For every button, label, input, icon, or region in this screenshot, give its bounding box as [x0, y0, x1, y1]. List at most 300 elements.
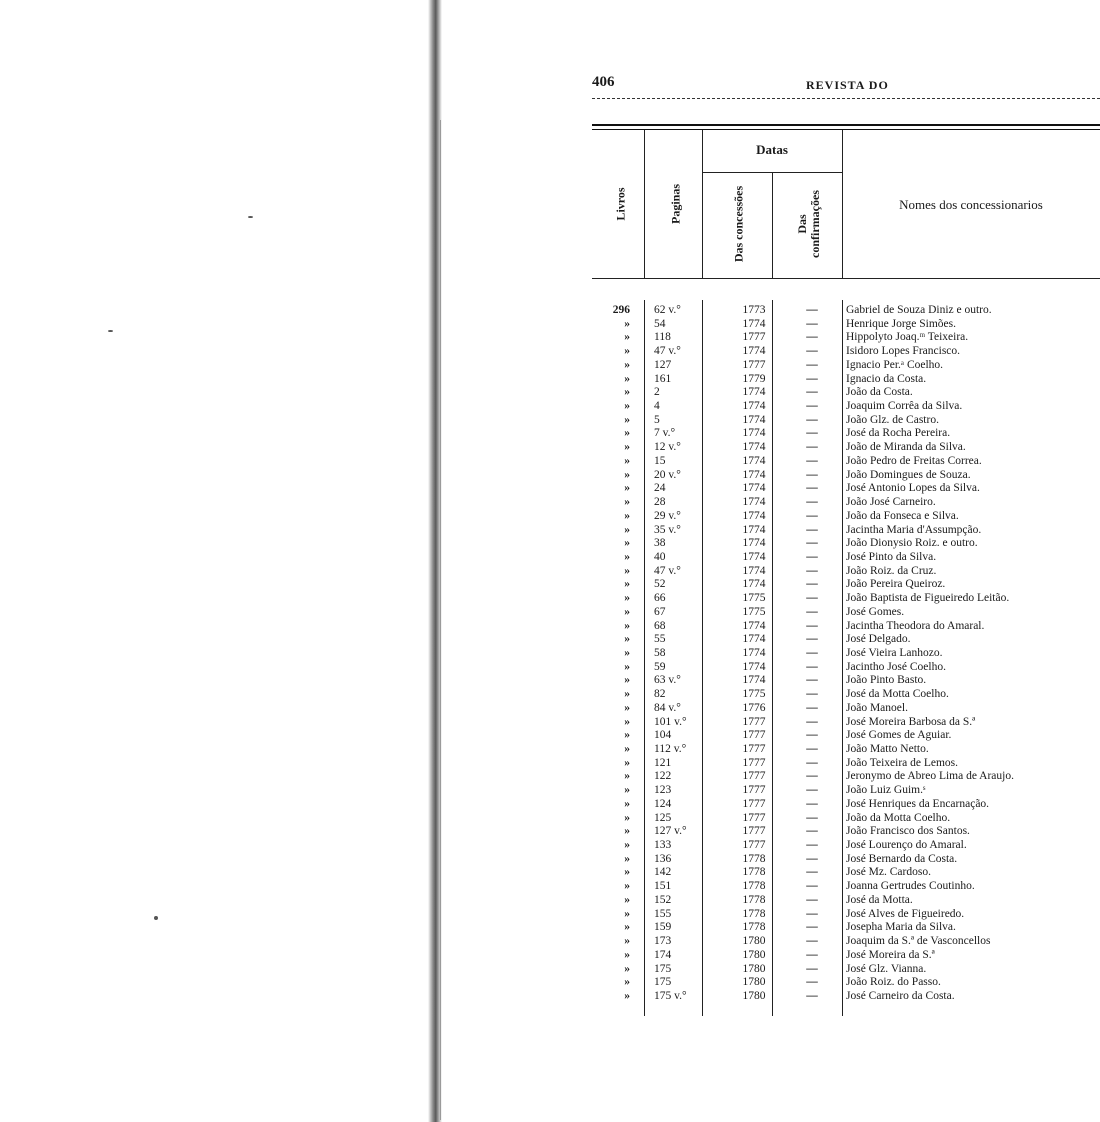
cell-nome: José Vieira Lanhozo.	[846, 646, 943, 659]
cell-livro: »	[624, 646, 630, 659]
cell-nome: Joaquim da S.ª de Vasconcellos	[846, 935, 991, 948]
cell-concessao: 1774	[742, 578, 766, 591]
cell-confirmacao: —	[806, 784, 818, 797]
cell-livro: 296	[612, 304, 630, 316]
cell-livro: »	[624, 729, 630, 742]
cell-livro: »	[624, 825, 630, 838]
table-row	[592, 592, 1100, 606]
cell-nome: João José Carneiro.	[846, 496, 936, 509]
cell-confirmacao: —	[806, 921, 818, 934]
table-row	[592, 510, 1100, 524]
cell-pagina: 174	[654, 948, 672, 961]
cell-confirmacao: —	[806, 646, 818, 659]
cell-concessao: 1777	[742, 358, 766, 371]
running-head: REVISTA DO	[806, 78, 889, 92]
cell-concessao: 1780	[742, 989, 766, 1002]
cell-confirmacao: —	[806, 948, 818, 961]
table-row	[592, 770, 1100, 784]
cell-nome: João Domingues de Souza.	[846, 468, 971, 481]
cell-confirmacao: —	[806, 317, 818, 330]
cell-pagina: 104	[654, 729, 672, 742]
cell-pagina: 38	[654, 537, 666, 550]
cell-concessao: 1774	[742, 550, 766, 563]
cell-nome: José da Motta Coelho.	[846, 688, 949, 701]
cell-pagina: 161	[654, 372, 672, 385]
cell-confirmacao: —	[806, 304, 818, 316]
cell-livro: »	[624, 784, 630, 797]
cell-concessao: 1780	[742, 976, 766, 989]
table-row	[592, 578, 1100, 592]
cell-pagina: 68	[654, 619, 666, 632]
cell-pagina: 4	[654, 400, 660, 413]
table-row	[592, 990, 1100, 1004]
table-row	[592, 674, 1100, 688]
cell-concessao: 1774	[742, 619, 766, 632]
table-row	[592, 880, 1100, 894]
cell-pagina: 59	[654, 660, 666, 673]
cell-concessao: 1777	[742, 756, 766, 769]
cell-nome: João de Miranda da Silva.	[846, 441, 966, 454]
cell-livro: »	[624, 454, 630, 467]
cell-pagina: 152	[654, 893, 672, 906]
table-row	[592, 963, 1100, 977]
cell-pagina: 5	[654, 413, 660, 426]
cell-confirmacao: —	[806, 482, 818, 495]
cell-confirmacao: —	[806, 605, 818, 618]
cell-livro: »	[624, 701, 630, 714]
cell-livro: »	[624, 331, 630, 344]
cell-nome: Jacintha Maria d'Assumpção.	[846, 523, 982, 536]
cell-confirmacao: —	[806, 962, 818, 975]
cell-concessao: 1780	[742, 962, 766, 975]
cell-pagina: 136	[654, 852, 672, 865]
cell-pagina: 159	[654, 921, 672, 934]
cell-nome: José Pinto da Silva.	[846, 550, 937, 563]
cell-concessao: 1777	[742, 770, 766, 783]
cell-concessao: 1774	[742, 509, 766, 522]
cell-livro: »	[624, 852, 630, 865]
scan-speck	[108, 330, 113, 332]
table-row	[592, 976, 1100, 990]
table-row	[592, 647, 1100, 661]
cell-concessao: 1775	[742, 592, 766, 605]
cell-pagina: 82	[654, 688, 666, 701]
cell-concessao: 1773	[742, 304, 766, 316]
cell-nome: João Dionysio Roiz. e outro.	[846, 537, 978, 550]
cell-confirmacao: —	[806, 386, 818, 399]
table-row	[592, 633, 1100, 647]
cell-confirmacao: —	[806, 564, 818, 577]
cell-pagina: 63 v.°	[654, 674, 681, 687]
cell-concessao: 1774	[742, 386, 766, 399]
cell-concessao: 1777	[742, 331, 766, 344]
cell-confirmacao: —	[806, 839, 818, 852]
cell-livro: »	[624, 688, 630, 701]
cell-pagina: 127	[654, 358, 672, 371]
cell-nome: João Matto Netto.	[846, 743, 929, 755]
cell-livro: »	[624, 537, 630, 550]
cell-nome: José Gomes de Aguiar.	[846, 729, 952, 742]
cell-pagina: 175	[654, 962, 672, 975]
cell-nome: Josepha Maria da Silva.	[846, 921, 956, 934]
cell-concessao: 1778	[742, 866, 766, 879]
cell-confirmacao: —	[806, 345, 818, 358]
table-top-rule	[592, 124, 1100, 126]
table-row	[592, 331, 1100, 345]
table-row	[592, 921, 1100, 935]
cell-pagina: 112 v.°	[654, 743, 687, 755]
cell-concessao: 1777	[742, 729, 766, 742]
cell-concessao: 1775	[742, 688, 766, 701]
cell-confirmacao: —	[806, 852, 818, 865]
cell-nome: José da Motta.	[846, 893, 913, 906]
cell-concessao: 1777	[742, 825, 766, 838]
cell-livro: »	[624, 317, 630, 330]
cell-concessao: 1774	[742, 317, 766, 330]
cell-livro: »	[624, 770, 630, 783]
cell-concessao: 1774	[742, 482, 766, 495]
table-row	[592, 688, 1100, 702]
cell-pagina: 124	[654, 797, 672, 810]
cell-confirmacao: —	[806, 331, 818, 344]
cell-pagina: 127 v.°	[654, 825, 687, 838]
cell-confirmacao: —	[806, 413, 818, 426]
table-row	[592, 661, 1100, 675]
cell-confirmacao: —	[806, 893, 818, 906]
cell-confirmacao: —	[806, 578, 818, 591]
cell-livro: »	[624, 880, 630, 893]
table-row	[592, 894, 1100, 908]
table-row	[592, 345, 1100, 359]
cell-concessao: 1775	[742, 605, 766, 618]
cell-nome: José Glz. Vianna.	[846, 962, 927, 975]
cell-confirmacao: —	[806, 427, 818, 440]
table-row	[592, 400, 1100, 414]
cell-nome: João da Motta Coelho.	[846, 811, 951, 824]
cell-confirmacao: —	[806, 523, 818, 536]
cell-nome: João da Fonseca e Silva.	[846, 509, 959, 522]
cell-pagina: 54	[654, 317, 666, 330]
cell-nome: João Francisco dos Santos.	[846, 825, 970, 838]
table-row	[592, 441, 1100, 455]
column-header-datas: Datas	[756, 142, 788, 157]
cell-livro: »	[624, 948, 630, 961]
cell-nome: João Baptista de Figueiredo Leitão.	[846, 592, 1010, 605]
cell-concessao: 1777	[742, 715, 766, 728]
cell-pagina: 12 v.°	[654, 441, 681, 454]
cell-pagina: 35 v.°	[654, 523, 681, 536]
cell-confirmacao: —	[806, 496, 818, 509]
cell-concessao: 1774	[742, 674, 766, 687]
cell-livro: »	[624, 633, 630, 646]
table-row	[592, 757, 1100, 771]
cell-nome: João Glz. de Castro.	[846, 413, 939, 426]
cell-nome: José Moreira Barbosa da S.ª	[846, 715, 976, 728]
cell-nome: José Lourenço do Amaral.	[846, 839, 967, 852]
cell-concessao: 1774	[742, 646, 766, 659]
cell-nome: Jacintho José Coelho.	[846, 660, 946, 673]
cell-confirmacao: —	[806, 633, 818, 646]
cell-confirmacao: —	[806, 537, 818, 550]
cell-pagina: 123	[654, 784, 672, 797]
cell-pagina: 47 v.°	[654, 564, 681, 577]
table-body	[592, 304, 1100, 1004]
datas-group-rule	[702, 172, 842, 173]
cell-confirmacao: —	[806, 811, 818, 824]
cell-pagina: 151	[654, 880, 672, 893]
cell-nome: Jacintha Theodora do Amaral.	[846, 619, 985, 632]
table-row	[592, 812, 1100, 826]
cell-nome: José Henriques da Encarnação.	[846, 797, 990, 810]
cell-confirmacao: —	[806, 400, 818, 413]
cell-concessao: 1777	[742, 743, 766, 755]
cell-nome: José Moreira da S.ª	[846, 948, 935, 961]
gutter-edge-line	[440, 120, 441, 1120]
cell-concessao: 1778	[742, 852, 766, 865]
cell-livro: »	[624, 715, 630, 728]
cell-livro: »	[624, 427, 630, 440]
cell-concessao: 1778	[742, 921, 766, 934]
cell-pagina: 62 v.°	[654, 304, 681, 316]
table-row	[592, 853, 1100, 867]
cell-nome: José Delgado.	[846, 633, 911, 646]
cell-concessao: 1777	[742, 811, 766, 824]
table-row	[592, 729, 1100, 743]
cell-nome: José Carneiro da Costa.	[846, 989, 955, 1002]
cell-livro: »	[624, 413, 630, 426]
scan-speck	[248, 216, 253, 218]
column-header-confirmacoes: Das confirmações	[795, 190, 822, 258]
cell-concessao: 1778	[742, 893, 766, 906]
cell-confirmacao: —	[806, 674, 818, 687]
table-row	[592, 565, 1100, 579]
column-header-livros: Livros	[613, 187, 628, 221]
cell-nome: João Pinto Basto.	[846, 674, 927, 687]
cell-pagina: 55	[654, 633, 666, 646]
cell-concessao: 1774	[742, 427, 766, 440]
table-row	[592, 798, 1100, 812]
cell-pagina: 125	[654, 811, 672, 824]
cell-nome: João Manoel.	[846, 701, 908, 714]
cell-confirmacao: —	[806, 454, 818, 467]
cell-concessao: 1777	[742, 797, 766, 810]
cell-confirmacao: —	[806, 509, 818, 522]
cell-confirmacao: —	[806, 866, 818, 879]
cell-pagina: 173	[654, 935, 672, 948]
cell-pagina: 121	[654, 756, 672, 769]
column-header-paginas: Paginas	[668, 183, 683, 225]
cell-livro: »	[624, 441, 630, 454]
cell-confirmacao: —	[806, 701, 818, 714]
cell-livro: »	[624, 564, 630, 577]
cell-nome: Ignacio da Costa.	[846, 372, 927, 385]
cell-pagina: 133	[654, 839, 672, 852]
cell-confirmacao: —	[806, 550, 818, 563]
cell-confirmacao: —	[806, 825, 818, 838]
cell-concessao: 1776	[742, 701, 766, 714]
table-row	[592, 866, 1100, 880]
cell-pagina: 175 v.°	[654, 989, 687, 1002]
cell-confirmacao: —	[806, 989, 818, 1002]
cell-confirmacao: —	[806, 976, 818, 989]
cell-confirmacao: —	[806, 770, 818, 783]
cell-nome: Gabriel de Souza Diniz e outro.	[846, 304, 992, 316]
cell-concessao: 1778	[742, 907, 766, 920]
table-row	[592, 455, 1100, 469]
cell-confirmacao: —	[806, 907, 818, 920]
cell-concessao: 1774	[742, 345, 766, 358]
cell-confirmacao: —	[806, 441, 818, 454]
cell-confirmacao: —	[806, 729, 818, 742]
cell-pagina: 142	[654, 866, 672, 879]
cell-livro: »	[624, 674, 630, 687]
cell-livro: »	[624, 839, 630, 852]
cell-livro: »	[624, 619, 630, 632]
cell-pagina: 29 v.°	[654, 509, 681, 522]
cell-livro: »	[624, 989, 630, 1002]
table-top-rule-thin	[592, 129, 1100, 130]
cell-livro: »	[624, 660, 630, 673]
table-row	[592, 482, 1100, 496]
cell-pagina: 24	[654, 482, 666, 495]
table-row	[592, 427, 1100, 441]
table-row	[592, 935, 1100, 949]
cell-nome: José Bernardo da Costa.	[846, 852, 958, 865]
cell-livro: »	[624, 550, 630, 563]
cell-concessao: 1774	[742, 441, 766, 454]
column-divider	[772, 172, 773, 278]
cell-pagina: 84 v.°	[654, 701, 681, 714]
cell-concessao: 1774	[742, 660, 766, 673]
cell-nome: Jeronymo de Abreo Lima de Araujo.	[846, 770, 1014, 783]
cell-livro: »	[624, 400, 630, 413]
cell-pagina: 7 v.°	[654, 427, 676, 440]
cell-confirmacao: —	[806, 592, 818, 605]
cell-nome: João Luiz Guim.ˢ	[846, 784, 926, 797]
cell-confirmacao: —	[806, 797, 818, 810]
table-row	[592, 716, 1100, 730]
table-row	[592, 702, 1100, 716]
cell-nome: Joaquim Corrêa da Silva.	[846, 400, 963, 413]
cell-pagina: 58	[654, 646, 666, 659]
cell-confirmacao: —	[806, 358, 818, 371]
cell-nome: Hippolyto Joaq.ᵐ Teixeira.	[846, 331, 969, 344]
cell-livro: »	[624, 496, 630, 509]
cell-concessao: 1774	[742, 413, 766, 426]
cell-nome: José Alves de Figueiredo.	[846, 907, 965, 920]
document-page	[592, 0, 1100, 1122]
table-row	[592, 908, 1100, 922]
cell-livro: »	[624, 743, 630, 755]
cell-pagina: 47 v.°	[654, 345, 681, 358]
column-header-nomes: Nomes dos concessionarios	[899, 197, 1043, 212]
cell-confirmacao: —	[806, 756, 818, 769]
cell-livro: »	[624, 811, 630, 824]
table-row	[592, 469, 1100, 483]
cell-confirmacao: —	[806, 660, 818, 673]
cell-concessao: 1777	[742, 839, 766, 852]
table-row	[592, 606, 1100, 620]
cell-livro: »	[624, 866, 630, 879]
cell-pagina: 67	[654, 605, 666, 618]
cell-livro: »	[624, 509, 630, 522]
cell-nome: José da Rocha Pereira.	[846, 427, 951, 440]
cell-livro: »	[624, 921, 630, 934]
cell-nome: José Mz. Cardoso.	[846, 866, 931, 879]
table-row	[592, 359, 1100, 373]
cell-pagina: 66	[654, 592, 666, 605]
table-row	[592, 551, 1100, 565]
table-row	[592, 949, 1100, 963]
cell-concessao: 1774	[742, 400, 766, 413]
cell-concessao: 1777	[742, 784, 766, 797]
table-row	[592, 414, 1100, 428]
table-row	[592, 784, 1100, 798]
column-header-concessoes: Das concessões	[731, 185, 746, 263]
cell-confirmacao: —	[806, 715, 818, 728]
cell-pagina: 122	[654, 770, 672, 783]
cell-nome: João Teixeira de Lemos.	[846, 756, 959, 769]
cell-nome: Ignacio Per.ᵃ Coelho.	[846, 358, 944, 371]
cell-confirmacao: —	[806, 619, 818, 632]
cell-pagina: 40	[654, 550, 666, 563]
cell-livro: »	[624, 358, 630, 371]
scan-speck	[154, 916, 158, 920]
cell-pagina: 28	[654, 496, 666, 509]
cell-livro: »	[624, 386, 630, 399]
table-row	[592, 386, 1100, 400]
cell-nome: João Roiz. da Cruz.	[846, 564, 937, 577]
cell-livro: »	[624, 372, 630, 385]
cell-livro: »	[624, 797, 630, 810]
cell-nome: José Gomes.	[846, 605, 905, 618]
cell-confirmacao: —	[806, 880, 818, 893]
cell-livro: »	[624, 578, 630, 591]
cell-concessao: 1780	[742, 935, 766, 948]
cell-livro: »	[624, 468, 630, 481]
cell-confirmacao: —	[806, 935, 818, 948]
cell-concessao: 1774	[742, 523, 766, 536]
cell-livro: »	[624, 482, 630, 495]
cell-confirmacao: —	[806, 468, 818, 481]
table-row	[592, 839, 1100, 853]
cell-nome: Isidoro Lopes Francisco.	[846, 345, 961, 358]
cell-nome: José Antonio Lopes da Silva.	[846, 482, 980, 495]
cell-pagina: 15	[654, 454, 666, 467]
cell-livro: »	[624, 935, 630, 948]
table-row	[592, 318, 1100, 332]
cell-pagina: 2	[654, 386, 660, 399]
cell-confirmacao: —	[806, 372, 818, 385]
cell-nome: João Pereira Queiroz.	[846, 578, 946, 591]
cell-livro: »	[624, 345, 630, 358]
header-bottom-rule	[592, 278, 1100, 279]
cell-pagina: 52	[654, 578, 666, 591]
cell-nome: João Pedro de Freitas Correa.	[846, 454, 982, 467]
table-row	[592, 496, 1100, 510]
cell-pagina: 20 v.°	[654, 468, 681, 481]
table-row	[592, 304, 1100, 318]
cell-concessao: 1779	[742, 372, 766, 385]
cell-nome: João da Costa.	[846, 386, 913, 399]
cell-livro: »	[624, 907, 630, 920]
header-rule	[592, 98, 1100, 99]
column-divider	[644, 130, 645, 278]
cell-livro: »	[624, 976, 630, 989]
page-number: 406	[592, 74, 615, 90]
cell-confirmacao: —	[806, 743, 818, 755]
table-row	[592, 537, 1100, 551]
